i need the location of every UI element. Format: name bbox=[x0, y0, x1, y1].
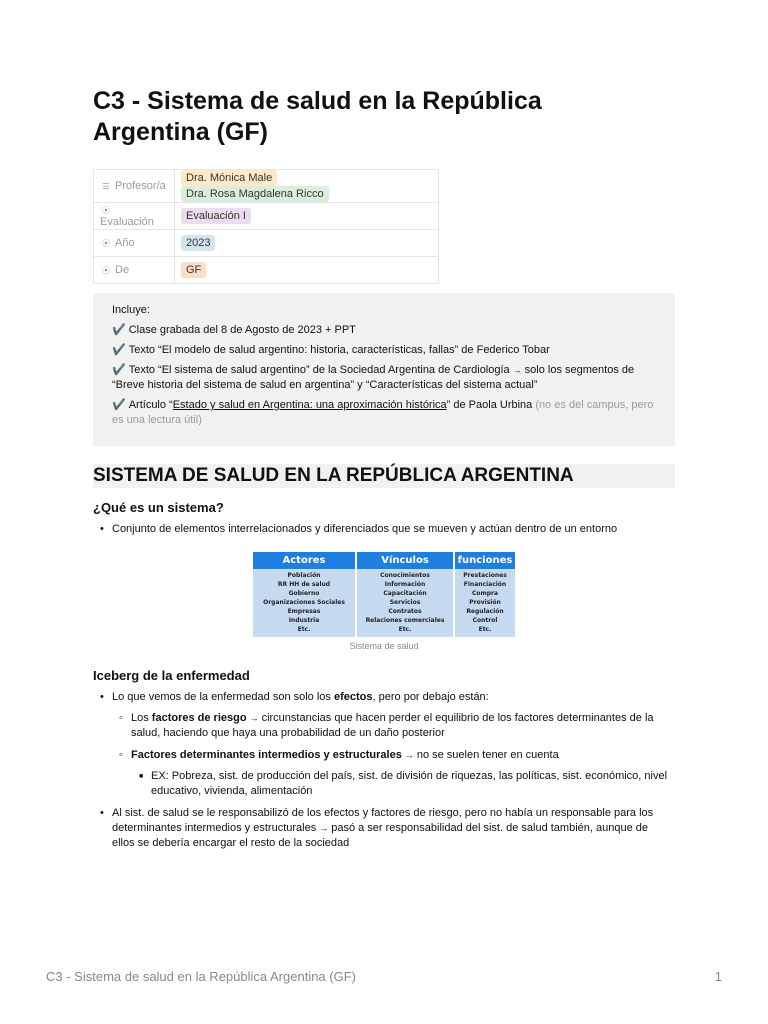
callout-item: ✔️ Clase grabada del 8 de Agosto de 2023 + PPT bbox=[112, 324, 356, 336]
column-actores: Población RR HH de salud Gobierno Organizaciones Sociales Empresas Industria Etc. bbox=[263, 572, 345, 633]
tag-de[interactable]: GF bbox=[181, 262, 206, 278]
callout-box bbox=[93, 293, 675, 446]
callout-item: ✔️ Texto “El sistema de salud argentino” de la Sociedad Argentina de Cardiología → solo los segmentos de “Breve historia del sistema de salud en argentina” y “Características del sistema actual” bbox=[112, 364, 635, 391]
tag-male[interactable]: Dra. Mónica Male bbox=[181, 170, 277, 186]
callout-heading: Incluye: bbox=[112, 304, 150, 316]
callout-item: ✔️ Artículo “Estado y salud en Argentina: una aproximación histórica” de Paola Urbina (no es del campus, pero es una lectura útil) bbox=[112, 399, 654, 426]
select-icon: ⦿ bbox=[102, 239, 110, 248]
header-funciones: funciones bbox=[455, 552, 515, 569]
property-label: De bbox=[115, 264, 130, 276]
property-profesor bbox=[94, 170, 175, 203]
header-vinculos: Vínculos bbox=[357, 552, 453, 569]
property-evaluacion-value bbox=[175, 203, 439, 230]
tag-evaluacion[interactable]: Evaluación I bbox=[181, 208, 251, 224]
arrow-icon: → bbox=[249, 713, 259, 723]
callout-item: ✔️ Texto “El modelo de salud argentino: historia, características, fallas” de Federico Tobar bbox=[112, 344, 550, 356]
callout-note: (no es del campus, pero es una lectura útil) bbox=[112, 399, 654, 426]
property-label: Año bbox=[115, 237, 135, 249]
arrow-icon: → bbox=[404, 750, 414, 760]
sistema-de-salud-image bbox=[253, 552, 515, 637]
header-actores: Actores bbox=[253, 552, 355, 569]
list-item: • Lo que vemos de la enfermedad son solo los efectos, pero por debajo están: bbox=[100, 691, 489, 703]
arrow-icon: → bbox=[512, 365, 522, 375]
column-funciones: Prestaciones Financiación Compra Provisión Regulación Control Etc. bbox=[463, 572, 507, 633]
select-icon: ⦿ bbox=[102, 206, 110, 215]
checkmark-icon: ✔️ bbox=[112, 344, 126, 356]
property-evaluacion bbox=[94, 203, 175, 230]
select-icon: ⦿ bbox=[102, 266, 110, 275]
property-profesor-value bbox=[175, 170, 439, 203]
list-item: • Conjunto de elementos interrelacionados y diferenciados que se mueven y actúan dentro de un entorno bbox=[100, 523, 618, 535]
property-de bbox=[94, 257, 175, 284]
footer-title: C3 - Sistema de salud en la República Argentina (GF) bbox=[46, 969, 356, 984]
property-anio bbox=[94, 230, 175, 257]
article-link[interactable]: Estado y salud en Argentina: una aproximación histórica bbox=[172, 399, 447, 411]
list-item: ◦ Factores determinantes intermedios y estructurales → no se suelen tener en cuenta bbox=[119, 749, 559, 761]
properties-table bbox=[93, 169, 439, 284]
tag-ricco[interactable]: Dra. Rosa Magdalena Ricco bbox=[181, 186, 329, 202]
subheading-iceberg: Iceberg de la enfermedad bbox=[93, 668, 250, 683]
column-vinculos: Conocimientos Información Capacitación Servicios Contratos Relaciones comerciales Etc. bbox=[365, 572, 445, 633]
arrow-icon: → bbox=[319, 823, 329, 833]
property-anio-value bbox=[175, 230, 439, 257]
list-icon: ☰ bbox=[102, 182, 110, 191]
image-caption: Sistema de salud bbox=[349, 641, 419, 651]
page-number: 1 bbox=[714, 969, 722, 984]
checkmark-icon: ✔️ bbox=[112, 324, 126, 336]
checkmark-icon: ✔️ bbox=[112, 364, 126, 376]
property-label: Evaluación bbox=[100, 216, 154, 228]
list-item: ◦ Los factores de riesgo → circunstancias que hacen perder el equilibrio de los factores determinantes de la salud, haciendo que haya una probabilidad de un daño posterior bbox=[119, 712, 654, 739]
checkmark-icon: ✔️ bbox=[112, 399, 126, 411]
subheading-sistema: ¿Qué es un sistema? bbox=[93, 500, 224, 515]
property-label: Profesor/a bbox=[115, 180, 166, 192]
property-de-value bbox=[175, 257, 439, 284]
section-heading: SISTEMA DE SALUD EN LA REPÚBLICA ARGENTINA bbox=[93, 464, 675, 488]
tag-anio[interactable]: 2023 bbox=[181, 235, 215, 251]
page-title: C3 - Sistema de salud en la República Argentina (GF) bbox=[93, 87, 542, 146]
list-item: • Al sist. de salud se le responsabilizó de los efectos y factores de riesgo, pero no había un responsable para los determinantes intermedios y estructurales → pasó a ser responsabilidad del sist. de salud también, aunque de ellos se debería encargar el resto de la sociedad bbox=[100, 807, 654, 849]
list-item: ■ EX: Pobreza, sist. de producción del país, sist. de división de riquezas, las políticas, sist. económico, nivel educativo, vivienda, alimentación bbox=[139, 770, 668, 797]
